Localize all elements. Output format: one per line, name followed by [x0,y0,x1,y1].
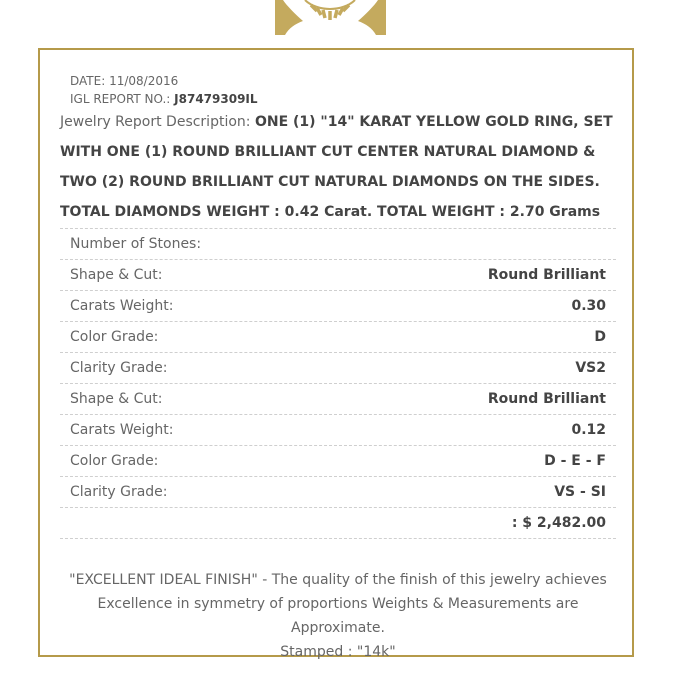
report-meta [70,72,258,108]
report-number-line [70,90,258,108]
row-value: D - E - F [544,453,606,469]
row-value: 0.12 [571,422,606,438]
row-label: Shape & Cut: [70,267,163,283]
measurement-note: Excellence in symmetry of proportions Weights & Measurements are Approximate. [97,596,579,636]
row-label: Shape & Cut: [70,391,163,407]
description-label: Jewelry Report Description: [60,114,251,130]
table-row [60,228,616,259]
row-label: Carats Weight: [70,298,174,314]
row-value: 0.30 [571,298,606,314]
sunburst-logo-icon [275,0,386,35]
row-label: Color Grade: [70,453,159,469]
finish-note: "EXCELLENT IDEAL FINISH" - The quality of the finish of this jewelry achieves [69,572,607,588]
table-row [60,414,616,445]
date-label: DATE: [70,74,106,88]
row-label: Clarity Grade: [70,484,168,500]
row-label: Number of Stones: [70,236,202,252]
table-row [60,321,616,352]
table-row [60,476,616,507]
price-value: : $ 2,482.00 [511,515,606,531]
row-label: Clarity Grade: [70,360,168,376]
date-line [70,72,258,90]
table-row [60,352,616,383]
table-row [60,290,616,321]
row-value: Round Brilliant [487,391,606,407]
report-card [38,48,634,660]
description-text: ONE (1) "14" KARAT YELLOW GOLD RING, SET WITH ONE (1) ROUND BRILLIANT CUT CENTER NATURAL DIAMOND & TWO (2) ROUND BRILLIANT CUT NATURAL DIAMONDS ON THE SIDES. TOTAL DIAMONDS WEIGHT : 0.42 Carat. TOTAL WEIGHT : 2.70 Grams [60,114,613,220]
table-row [60,259,616,290]
date-value: 11/08/2016 [109,74,179,88]
row-label: Color Grade: [70,329,159,345]
row-value: Round Brilliant [487,267,606,283]
row-value: D [594,329,606,345]
report-number-value: J87479309IL [174,92,258,106]
row-value: VS - SI [554,484,606,500]
stamp-note: Stamped : "14k" [280,644,396,660]
row-label: Carats Weight: [70,422,174,438]
report-footer-notes [50,568,626,664]
stone-details-table [60,228,616,539]
price-row [60,507,616,539]
jewelry-description [60,107,620,227]
row-value: VS2 [575,360,606,376]
table-row [60,383,616,414]
report-number-label: IGL REPORT NO.: [70,92,171,106]
table-row [60,445,616,476]
